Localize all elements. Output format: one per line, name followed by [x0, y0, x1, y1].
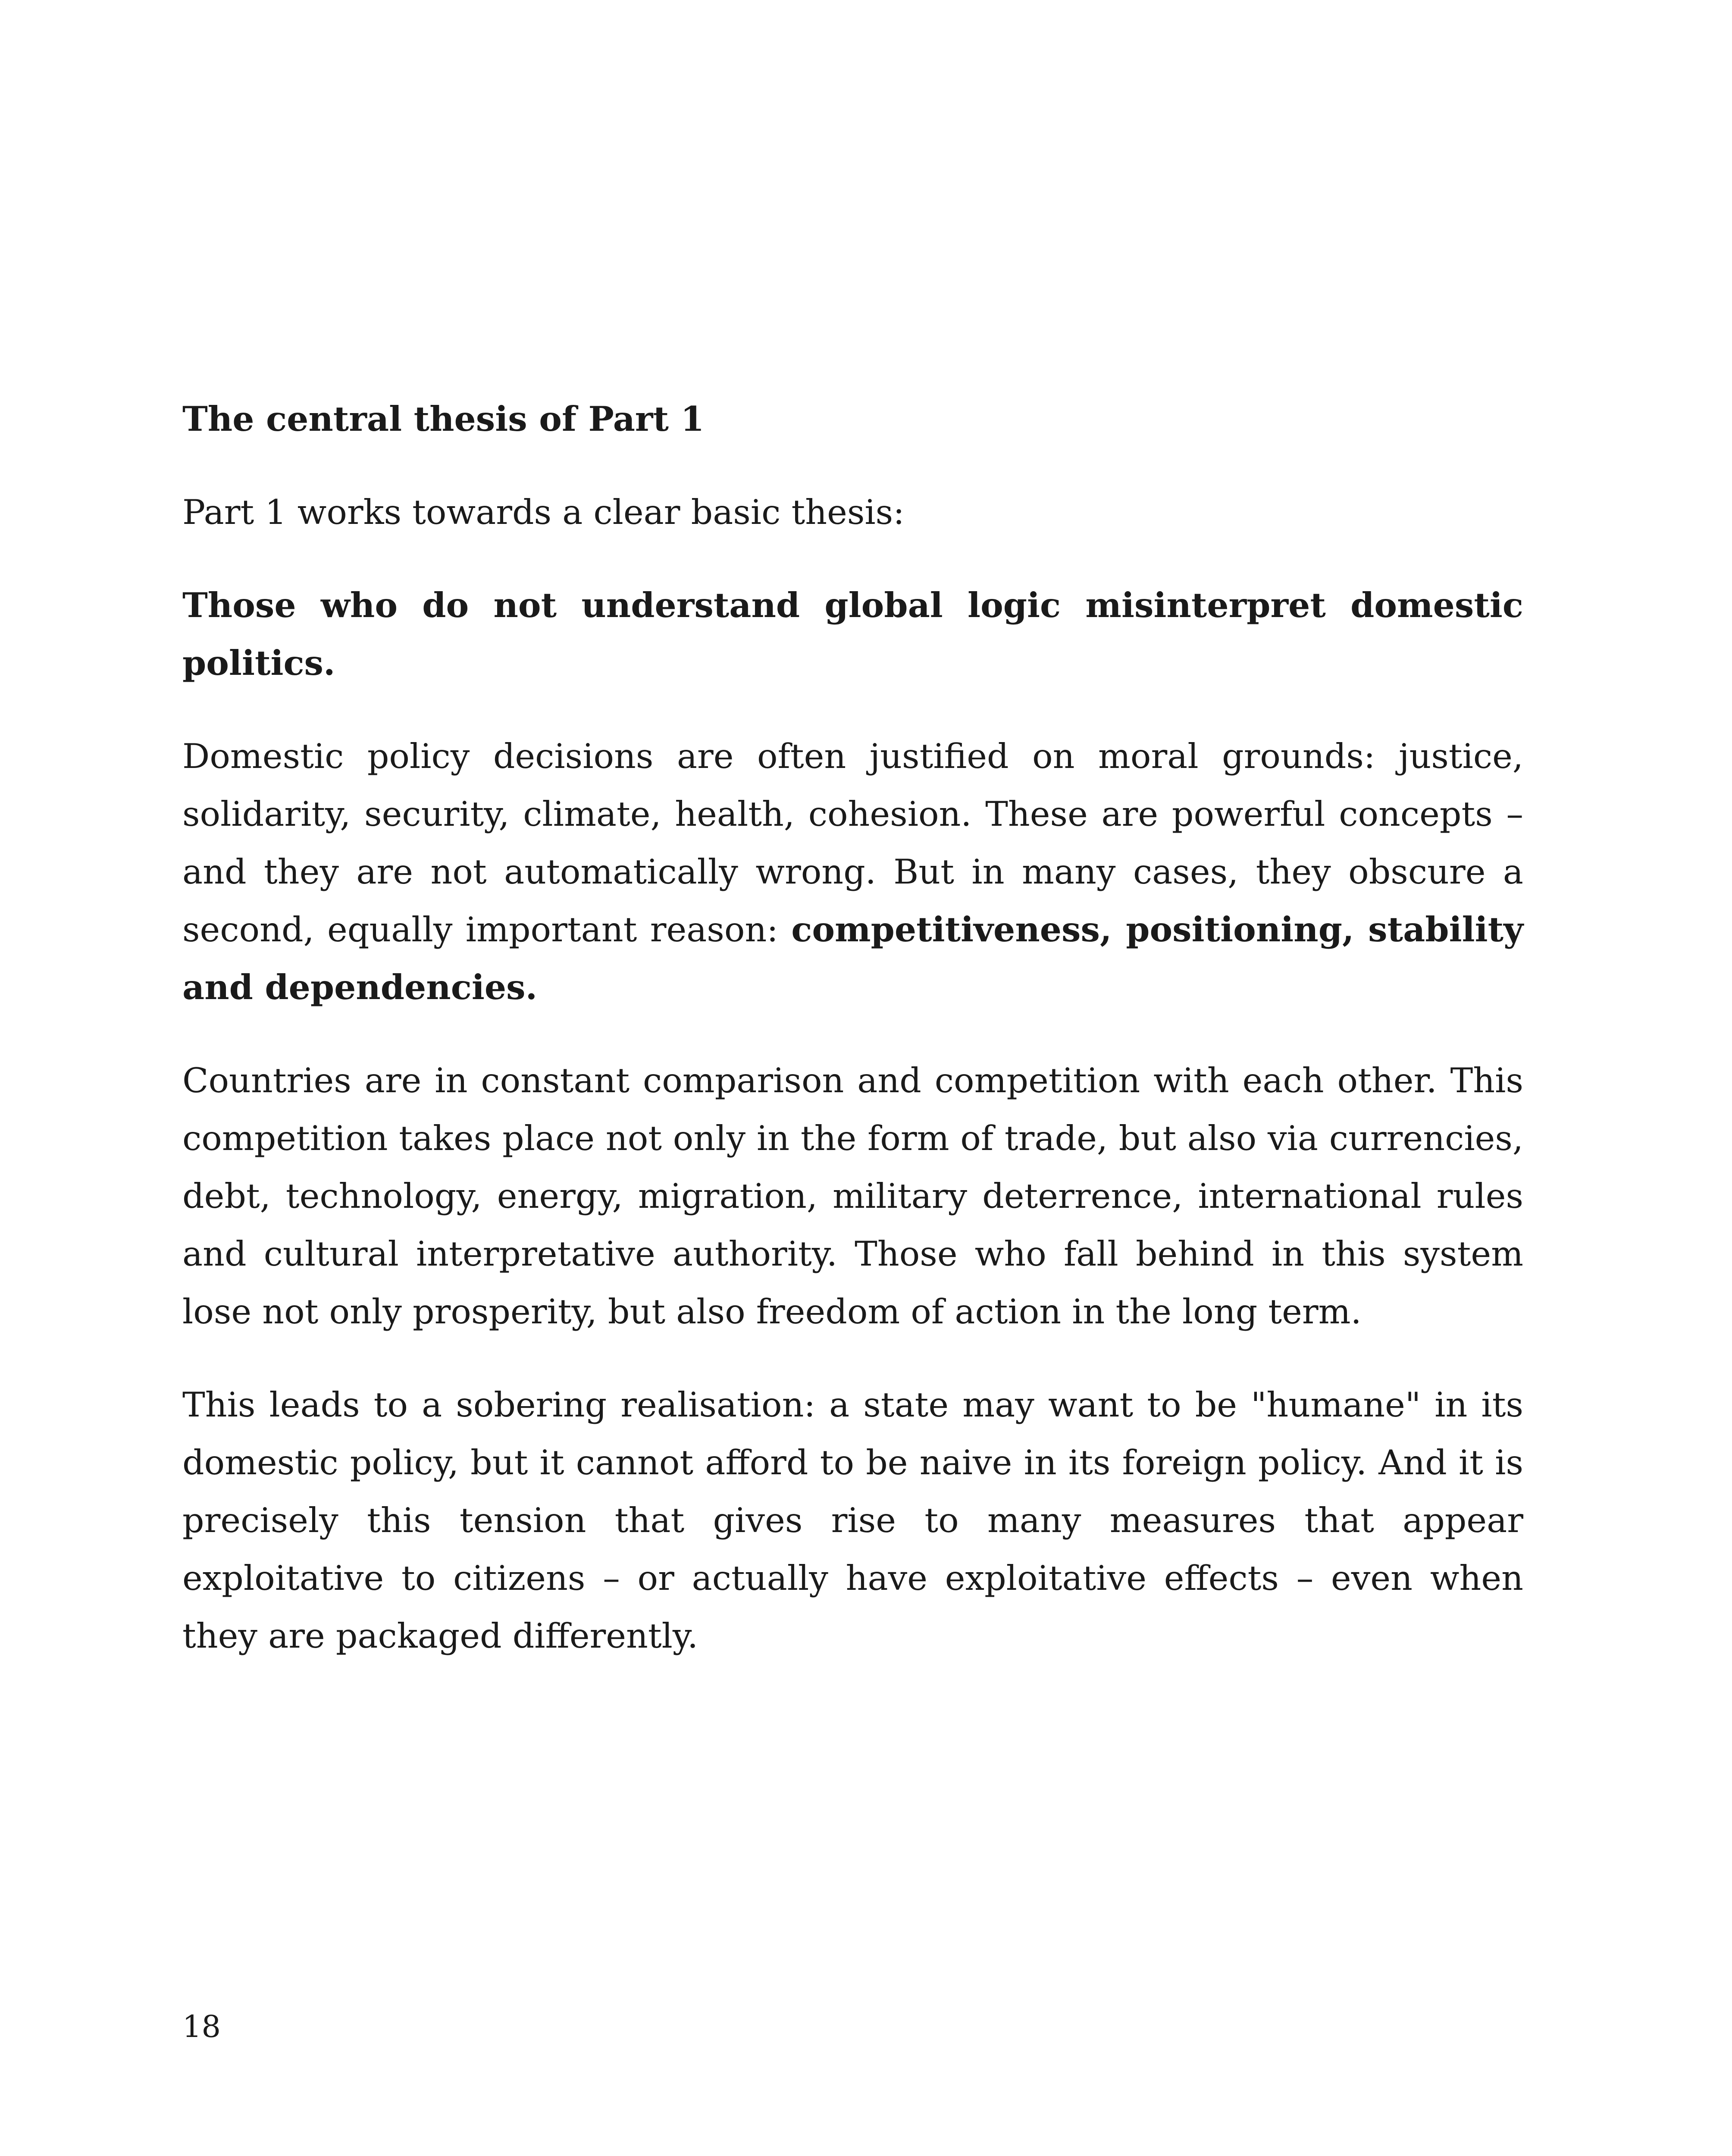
- paragraph-realisation: This leads to a sobering realisation: a state may want to be "humane" in its domestic policy, but it cannot afford to be naive in its foreign policy. And it is precisely this tension that gives rise to many measures that appear exploitative to citizens – or actually have exploitative effects – even when they are packaged differently.: [182, 1385, 1523, 1656]
- paragraph-moral-grounds: [182, 727, 1523, 1016]
- page-number: 18: [182, 2009, 221, 2044]
- section-heading: The central thesis of Part 1: [182, 399, 705, 439]
- paragraph-moral-grounds-text: Domestic policy decisions are often justified on moral grounds: justice, solidarity, security, climate, health, cohesion. These are powerful concepts – and they are not automatically wrong. But in many cases, they obscure a second, equally important reason:: [182, 736, 1523, 950]
- lead-sentence: Part 1 works towards a clear basic thesis:: [182, 492, 905, 532]
- paragraph-moral-grounds-emphasis: competitiveness, positioning, stability and dependencies.: [182, 909, 1523, 1007]
- thesis-statement: Those who do not understand global logic misinterpret domestic politics.: [182, 585, 1523, 683]
- paragraph-competition: Countries are in constant comparison and competition with each other. This competition takes place not only in the form of trade, but also via currencies, debt, technology, energy, migration, military deterrence, international rules and cultural interpretative authority. Those who fall behind in this system lose not only prosperity, but also freedom of action in the long term.: [182, 1061, 1523, 1332]
- page-body: [182, 390, 1523, 1665]
